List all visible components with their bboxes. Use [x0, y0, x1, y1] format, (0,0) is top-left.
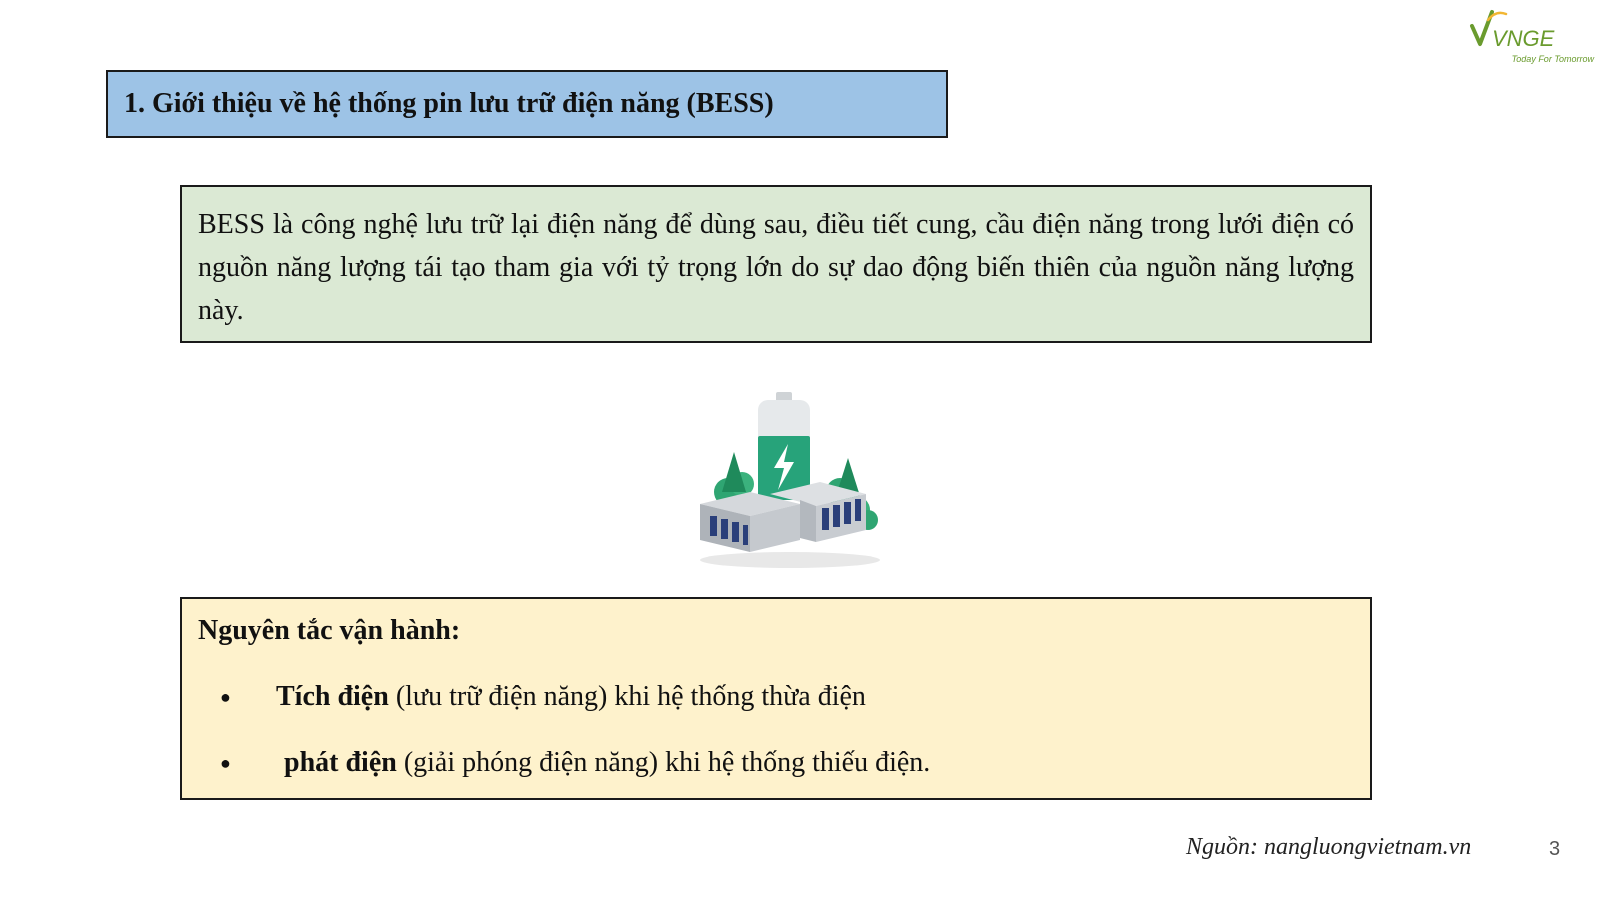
principles-box	[180, 597, 1372, 800]
vnge-logo-mark	[1466, 6, 1594, 54]
section-title	[106, 70, 948, 138]
battery-illustration-svg	[690, 392, 890, 572]
principle-item-bold: Tích điện	[276, 681, 389, 712]
bullet-icon: ●	[220, 687, 231, 707]
page-number: 3	[1549, 838, 1561, 860]
principles-heading: Nguyên tắc vận hành:	[198, 615, 461, 646]
principle-item-rest: (lưu trữ điện năng) khi hệ thống thừa điện	[388, 681, 866, 712]
principle-item-bold: phát điện	[284, 747, 397, 778]
principle-item	[182, 679, 866, 715]
source-citation: Nguồn: nangluongvietnam.vn	[1186, 834, 1472, 860]
intro-text: BESS là công nghệ lưu trữ lại điện năng để dùng sau, điều tiết cung, cầu điện năng trong lưới điện có nguồn năng lượng tái tạo tham gia với tỷ trọng lớn do sự dao động biến thiên của nguồn năng lượng này.	[198, 209, 1354, 326]
battery-storage-illustration	[690, 392, 890, 572]
principle-item	[182, 745, 930, 781]
principle-item-text	[284, 745, 930, 781]
logo-tagline: Today For Tomorrow	[1511, 54, 1594, 64]
logo-text: VNGE	[1492, 26, 1555, 51]
principle-item-text	[276, 679, 866, 715]
vnge-logo	[1466, 6, 1594, 68]
bullet-icon: ●	[220, 753, 231, 773]
intro-box	[180, 185, 1372, 343]
principle-item-rest: (giải phóng điện năng) khi hệ thống thiếu điện.	[396, 747, 931, 778]
section-title-text: 1. Giới thiệu về hệ thống pin lưu trữ điện năng (BESS)	[124, 88, 774, 119]
